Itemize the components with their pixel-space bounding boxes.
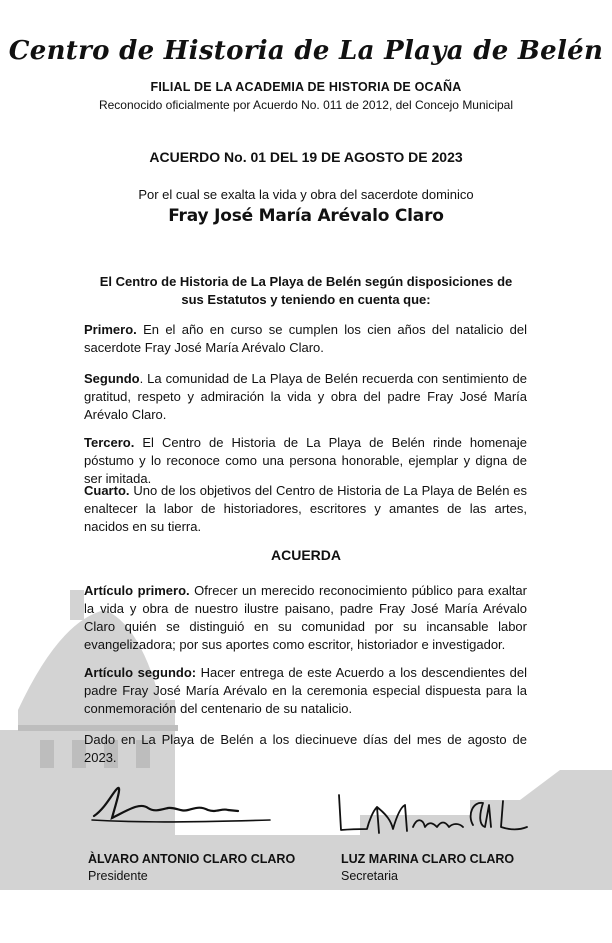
- president-role: Presidente: [88, 869, 148, 883]
- secretary-role: Secretaria: [341, 869, 398, 883]
- consideration-text: En el año en curso se cumplen los cien años del natalicio del sacerdote Fray José María Arévalo Claro.: [84, 322, 527, 355]
- resolves-heading: ACUERDA: [271, 547, 341, 563]
- consideration-label: Cuarto.: [84, 483, 130, 498]
- intro-statement: El Centro de Historia de La Playa de Belén según disposiciones de sus Estatutos y teniendo en cuenta que:: [99, 274, 513, 307]
- consideration-label: Segundo: [84, 371, 140, 386]
- article-label: Artículo primero.: [84, 583, 190, 598]
- closing-statement: Dado en La Playa de Belén a los diecinueve días del mes de agosto de 2023.: [84, 732, 527, 765]
- agreement-purpose: Por el cual se exalta la vida y obra del sacerdote dominico: [138, 187, 474, 202]
- institution-subtitle: FILIAL DE LA ACADEMIA DE HISTORIA DE OCAÑA: [150, 80, 462, 94]
- consideration-label: Primero.: [84, 322, 137, 337]
- consideration-third: [84, 434, 527, 488]
- article-second: [84, 664, 527, 718]
- president-name: ÀLVARO ANTONIO CLARO CLARO: [88, 852, 296, 866]
- article-text: Hacer entrega de este Acuerdo a los descendientes del padre Fray José María Arévalo en la ceremonia especial dispuesta para la conmemoración del centenario de su natalicio.: [84, 665, 527, 716]
- secretary-signature: [333, 785, 533, 845]
- consideration-second: [84, 370, 527, 424]
- secretary-name: LUZ MARINA CLARO CLARO: [341, 852, 515, 866]
- article-text: Ofrecer un merecido reconocimiento público para exaltar la vida y obra de nuestro ilustre paisano, padre Fray José María Arévalo Claro quién se distinguió en su comunidad por su incansable labor evangelizadora; por sus aportes como escritor, historiador e investigador.: [84, 583, 527, 652]
- agreement-number: ACUERDO No. 01 DEL 19 DE AGOSTO DE 2023: [149, 149, 463, 165]
- consideration-text: Uno de los objetivos del Centro de Historia de La Playa de Belén es enaltecer la labor de historiadores, escritores y amantes de las artes, nacidos en su tierra.: [84, 483, 527, 534]
- president-signature: [88, 780, 278, 830]
- consideration-fourth: [84, 482, 527, 536]
- article-first: [84, 582, 527, 654]
- article-label: Artículo segundo:: [84, 665, 197, 680]
- institution-title: Centro de Historia de La Playa de Belén: [8, 36, 604, 66]
- honoree-name: Fray José María Arévalo Claro: [168, 206, 444, 226]
- consideration-label: Tercero.: [84, 435, 135, 450]
- consideration-text: El Centro de Historia de La Playa de Belén rinde homenaje póstumo y lo reconoce como una persona honorable, ejemplar y digna de ser imitada.: [84, 435, 527, 486]
- consideration-first: [84, 321, 527, 357]
- consideration-text: . La comunidad de La Playa de Belén recuerda con sentimiento de gratitud, respeto y admiración la vida y obra del padre Fray José María Arévalo Claro.: [84, 371, 527, 422]
- recognition-line: Reconocido oficialmente por Acuerdo No. 011 de 2012, del Concejo Municipal: [98, 98, 514, 112]
